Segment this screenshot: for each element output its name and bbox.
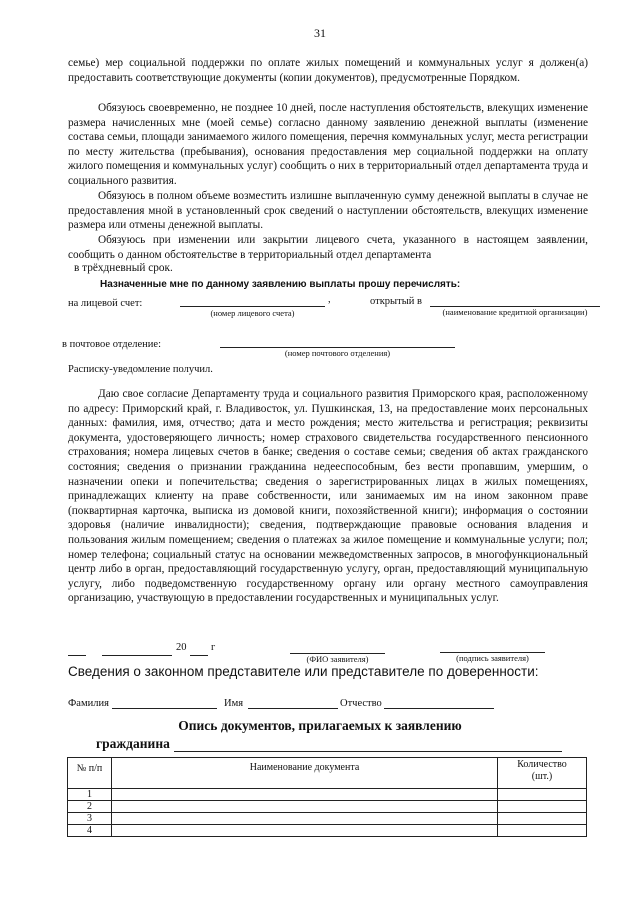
post-caption: (номер почтового отделения)	[284, 348, 391, 358]
surname-field[interactable]	[112, 707, 217, 709]
transfer-heading: Назначенные мне по данному заявлению выплаты прошу перечислять:	[100, 279, 461, 290]
date-day-field[interactable]	[68, 654, 86, 656]
row-number: 4	[68, 825, 112, 837]
inventory-table	[67, 757, 587, 837]
paragraph-documents: семье) мер социальной поддержки по оплате жилых помещений и коммунальных услуг я должен(а) предоставить соответствующие документы (копии документов), предусмотренные Порядком.	[68, 57, 588, 84]
page-number: 31	[314, 26, 326, 40]
table-row	[68, 825, 587, 837]
signature-caption: (подпись заявителя)	[456, 653, 529, 663]
row-quantity-cell[interactable]	[498, 789, 587, 801]
citizen-name-field[interactable]	[174, 750, 562, 752]
paragraph-consent-text: Даю свое согласие Департаменту труда и социального развития Приморского края, расположенному по адресу: Приморский край, г. Владивосток, ул. Пушкинская, 13, на предоставление моих персональных данных: фамилия, имя, отчество; дата и место рождения; место жительства и регистрация; реквизиты документа, удостоверяющего личность; номер страхового свидетельства государственного пенсионного страхования; номера лицевых счетов в банке; сведения о составе семьи; сведения об актах гражданского состояния; сведения о признании гражданина недееспособным, без вести пропавшим, умершим, о назначении опеки и попечительства; сведения о зарегистрированных лицах в жилых помещениях, принадлежащих клиенту на праве собственности, или занимаемых им на ином законном праве (поквартирная карточка, выписка из домовой книги, похозяйственной книги); информация о состоянии здоровья (наличие инвалидности); сведения, подтверждающие правовые основания владения и пользования жилым помещением; сведения о платежах за жилое помещение и коммунальные услуги; пол; номер телефона; социальный статус на основании межведомственных запросов, в многофункциональный центр либо в орган, предоставляющий государственную услугу, орган, предоставляющий муниципальную услугу, либо подведомственную государственному органу или органу местного самоуправления организацию, участвующую в предоставлении государственных и муниципальных услуг.	[68, 388, 588, 605]
paragraph-account-change	[68, 233, 588, 262]
table-row	[68, 789, 587, 801]
surname-label: Фамилия	[68, 698, 109, 709]
opened-label: открытый в	[370, 296, 422, 307]
row-quantity-cell[interactable]	[498, 825, 587, 837]
citizen-label: гражданина	[96, 736, 170, 751]
account-number-field[interactable]	[180, 305, 325, 307]
account-label: на лицевой счет:	[68, 298, 143, 309]
paragraph-account-deadline: в трёхдневный срок.	[74, 262, 173, 274]
account-comma: ,	[328, 294, 331, 305]
row-document-cell[interactable]	[112, 801, 498, 813]
date-year-field[interactable]	[190, 654, 208, 656]
table-row	[68, 801, 587, 813]
row-number: 1	[68, 789, 112, 801]
row-document-cell[interactable]	[112, 825, 498, 837]
name-label: Имя	[224, 698, 244, 709]
paragraph-notify-changes	[68, 101, 588, 189]
table-row	[68, 813, 587, 825]
fio-caption: (ФИО заявителя)	[306, 654, 369, 664]
patronymic-field[interactable]	[384, 707, 494, 709]
row-number: 2	[68, 801, 112, 813]
patronymic-label: Отчество	[340, 698, 382, 709]
header-quantity	[498, 758, 587, 789]
date-year-prefix: 20	[176, 642, 187, 653]
inventory-title: Опись документов, прилагаемых к заявлению	[178, 718, 462, 733]
row-quantity-cell[interactable]	[498, 801, 587, 813]
date-year-suffix: г	[211, 642, 216, 653]
post-label: в почтовое отделение:	[62, 339, 161, 350]
row-number: 3	[68, 813, 112, 825]
row-document-cell[interactable]	[112, 789, 498, 801]
account-caption: (номер лицевого счета)	[210, 308, 295, 318]
header-quantity-label: Количество	[517, 759, 567, 770]
row-quantity-cell[interactable]	[498, 813, 587, 825]
header-quantity-unit: (шт.)	[531, 771, 553, 782]
name-field[interactable]	[248, 707, 338, 709]
receipt-text: Расписку-уведомление получил.	[68, 364, 213, 375]
date-month-field[interactable]	[102, 654, 172, 656]
table-header-row	[68, 758, 587, 789]
bank-caption: (наименование кредитной организации)	[442, 307, 588, 317]
paragraph-notify-text: Обязуюсь своевременно, не позднее 10 дней, после наступления обстоятельств, влекущих изменение размера начисленных мне (моей семье) согласно данному заявлению денежной выплаты (изменение состава семьи, площади занимаемого жилого помещения, перечня коммунальных услуг, места регистрации по месту жительства (пребывания), основания предоставления мер социальной поддержки на оплату жилого помещения и коммунальных услуг) сообщить о них в территориальный отдел департамента труда и социального развития.	[68, 102, 588, 187]
paragraph-account-text: Обязуюсь при изменении или закрытии лицевого счета, указанного в настоящем заявлении, сообщить о данном обстоятельстве в территориальный отдел департамента	[68, 234, 588, 261]
header-document-name: Наименование документа	[112, 758, 498, 789]
header-number: № п/п	[68, 758, 112, 789]
paragraph-refund	[68, 189, 588, 233]
representative-heading: Сведения о законном представителе или представителе по доверенности:	[68, 664, 539, 679]
row-document-cell[interactable]	[112, 813, 498, 825]
paragraph-refund-text: Обязуюсь в полном объеме возместить излишне выплаченную сумму денежной выплаты в случае не предоставления мной в установленный срок сведений о наступлении обстоятельств, влекущих изменение размера или отмены денежной выплаты.	[68, 190, 588, 232]
paragraph-consent	[68, 387, 588, 606]
